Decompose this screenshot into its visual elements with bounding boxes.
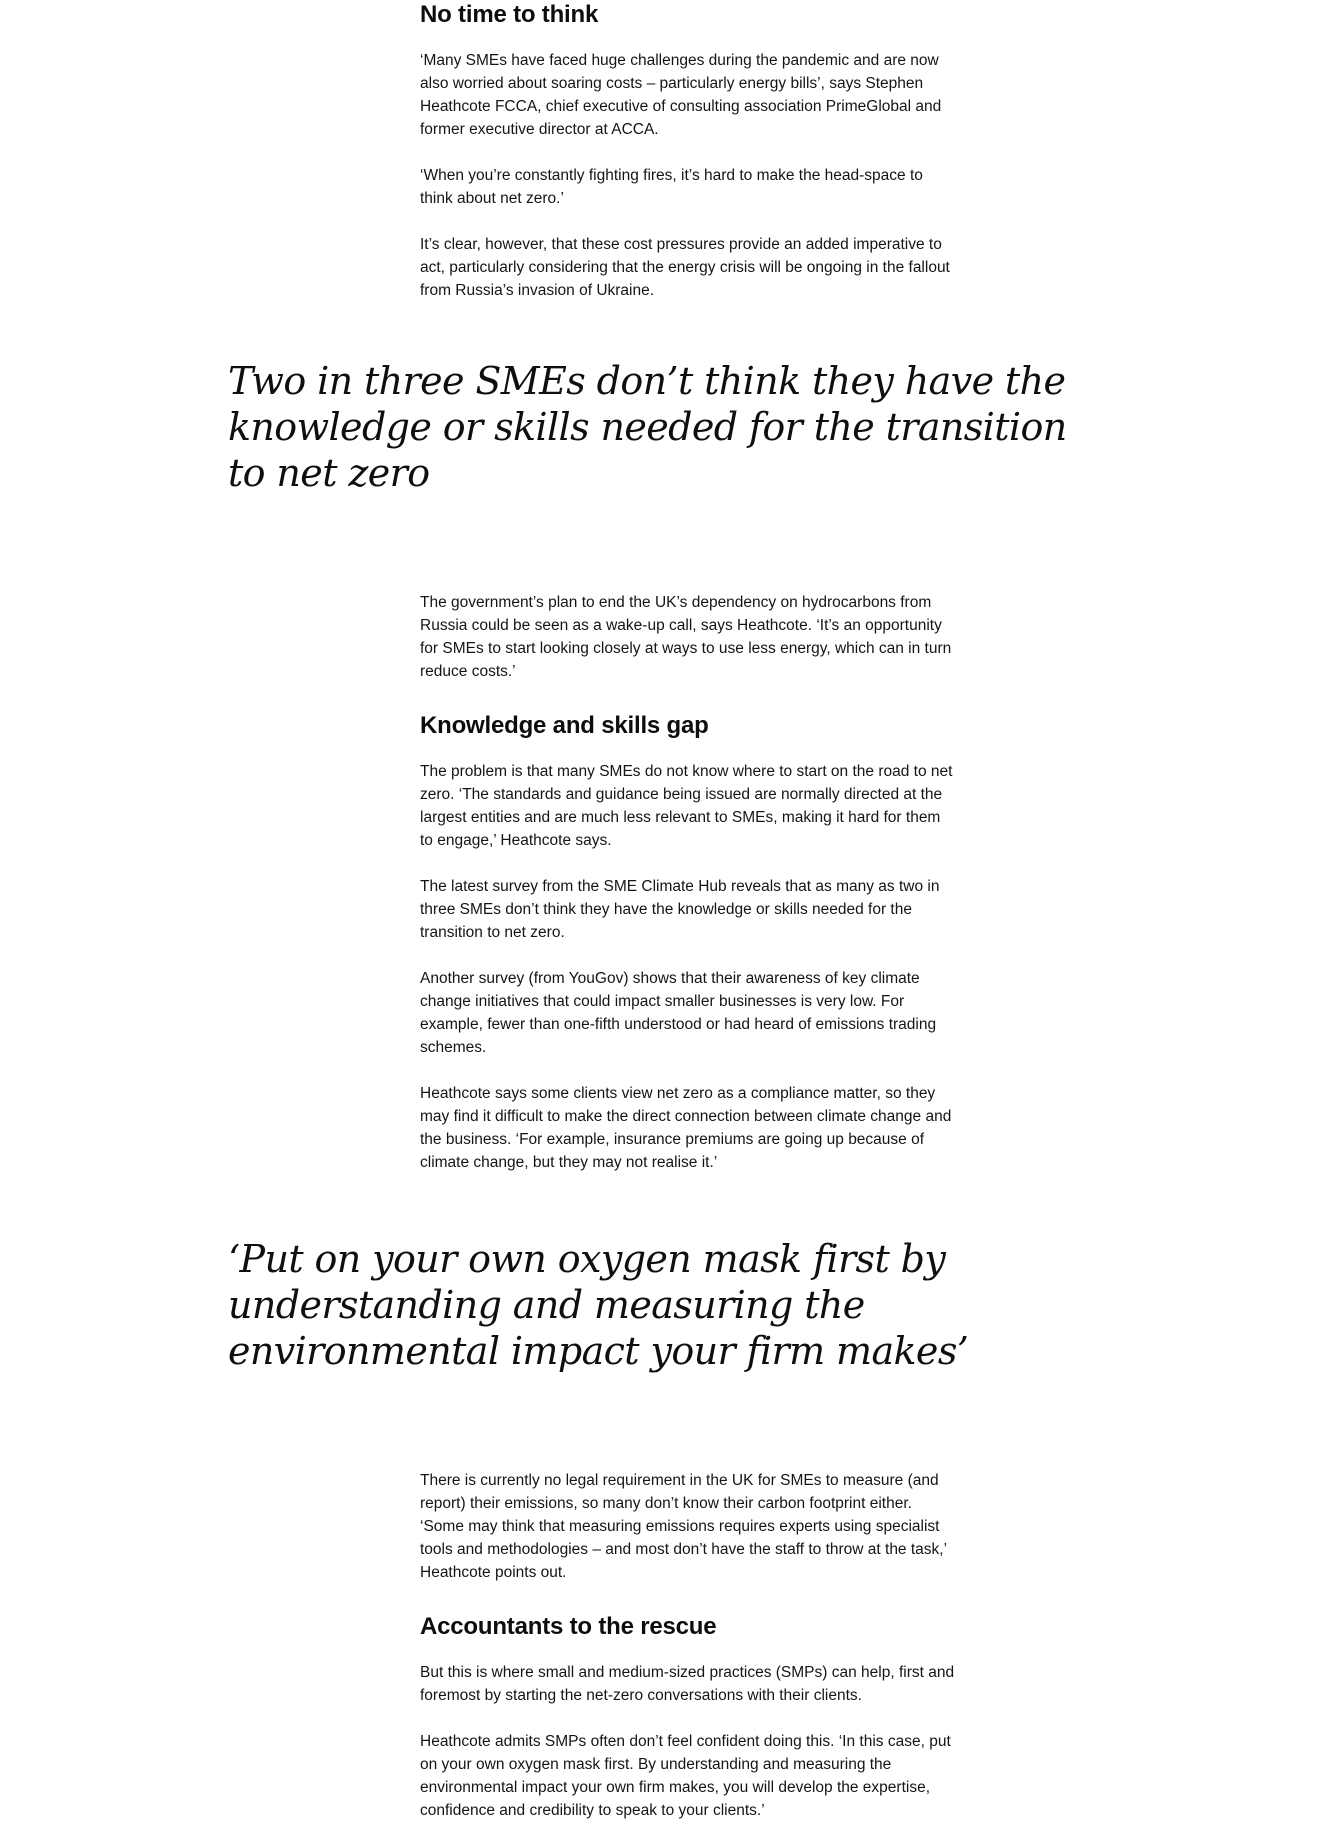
section-heading: Accountants to the rescue bbox=[420, 1613, 717, 1640]
body-paragraph: The latest survey from the SME Climate Hub reveals that as many as two in three SMEs don’t think they have the knowledge or skills needed for the transition to net zero. bbox=[420, 878, 940, 941]
pull-quote: Two in three SMEs don’t think they have the knowledge or skills needed for the transition to net zero bbox=[228, 359, 1067, 495]
body-paragraph: The government’s plan to end the UK’s dependency on hydrocarbons from Russia could be seen as a wake-up call, says Heathcote. ‘It’s an opportunity for SMEs to start looking closely at ways to use less energy, which can in turn reduce costs.’ bbox=[420, 594, 952, 680]
body-paragraph: ‘Many SMEs have faced huge challenges during the pandemic and are now also worried about soaring costs – particularly energy bills’, says Stephen Heathcote FCCA, chief executive of consulting association PrimeGlobal and former executive director at ACCA. bbox=[420, 52, 942, 138]
section-heading: Knowledge and skills gap bbox=[420, 712, 709, 739]
pull-quote: ‘Put on your own oxygen mask first by understanding and measuring the environmental impact your firm makes’ bbox=[228, 1237, 969, 1373]
section-wake-up-call bbox=[420, 591, 955, 683]
body-paragraph: Another survey (from YouGov) shows that their awareness of key climate change initiatives that could impact smaller businesses is very low. For example, fewer than one-fifth understood or had heard of emissions trading schemes. bbox=[420, 970, 937, 1056]
section-heading: No time to think bbox=[420, 1, 599, 28]
body-paragraph: It’s clear, however, that these cost pressures provide an added imperative to act, particularly considering that the energy crisis will be ongoing in the fallout from Russia’s invasion of Ukraine. bbox=[420, 236, 950, 299]
body-paragraph: Heathcote says some clients view net zero as a compliance matter, so they may find it difficult to make the direct connection between climate change and the business. ‘For example, insurance premiums are going up because of climate change, but they may not realise it.’ bbox=[420, 1085, 952, 1171]
section-no-time-to-think bbox=[420, 0, 955, 302]
section-accountants-to-the-rescue bbox=[420, 1612, 955, 1822]
body-paragraph: ‘When you’re constantly fighting fires, it’s hard to make the head-space to think about net zero.’ bbox=[420, 167, 923, 207]
body-paragraph: The problem is that many SMEs do not know where to start on the road to net zero. ‘The standards and guidance being issued are normally directed at the largest entities and are much less relevant to SMEs, making it hard for them to engage,’ Heathcote says. bbox=[420, 763, 953, 849]
section-carbon-footprint bbox=[420, 1469, 955, 1584]
body-paragraph: Heathcote admits SMPs often don’t feel confident doing this. ‘In this case, put on your own oxygen mask first. By understanding and measuring the environmental impact your own firm makes, you will develop the expertise, confidence and credibility to speak to your clients.’ bbox=[420, 1733, 951, 1819]
body-paragraph: But this is where small and medium-sized practices (SMPs) can help, first and foremost by starting the net-zero conversations with their clients. bbox=[420, 1664, 955, 1704]
section-knowledge-skills-gap bbox=[420, 711, 955, 1174]
body-paragraph: There is currently no legal requirement in the UK for SMEs to measure (and report) their emissions, so many don’t know their carbon footprint either. ‘Some may think that measuring emissions requires experts using specialist tools and methodologies – and most don’t have the staff to throw at the task,’ Heathcote points out. bbox=[420, 1472, 947, 1581]
